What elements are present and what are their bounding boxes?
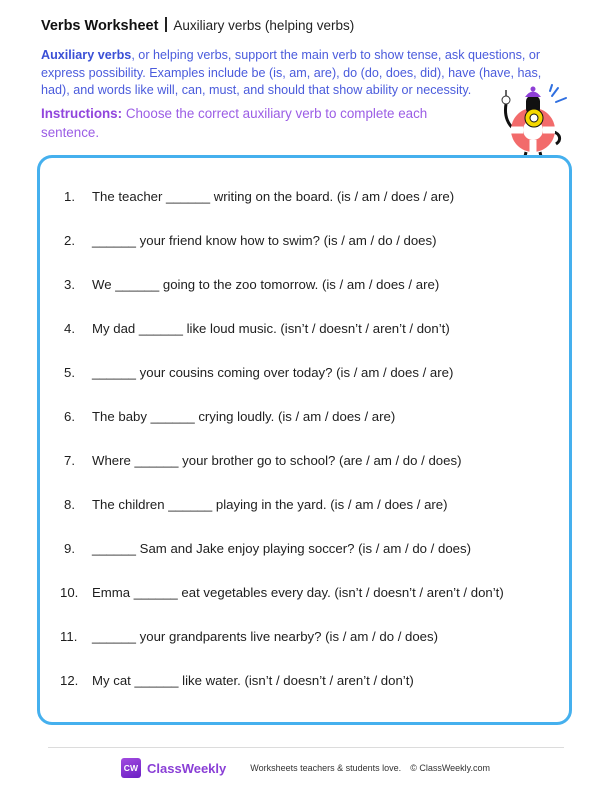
question-number: 7. xyxy=(64,453,75,468)
question-text: The children ______ playing in the yard. (is / am / does / are) xyxy=(92,497,448,512)
question-number: 9. xyxy=(64,541,75,556)
intro-paragraph xyxy=(41,47,561,100)
question-number: 5. xyxy=(64,365,75,380)
worksheet-title: Verbs Worksheet xyxy=(41,18,159,34)
question-number: 4. xyxy=(64,321,75,336)
footer-divider xyxy=(48,747,564,748)
instructions-paragraph xyxy=(41,105,461,142)
question-number: 8. xyxy=(64,497,75,512)
question-text: The baby ______ crying loudly. (is / am / does / are) xyxy=(92,409,396,424)
footer xyxy=(121,757,490,779)
question-number: 12. xyxy=(60,673,79,688)
question-text: My cat ______ like water. (isn’t / doesn’t / aren’t / don’t) xyxy=(92,673,414,688)
brand-name: ClassWeekly xyxy=(147,760,227,776)
question-text: We ______ going to the zoo tomorrow. (is / am / does / are) xyxy=(92,277,440,292)
intro-term: Auxiliary verbs xyxy=(41,48,132,62)
instructions-label: Instructions: xyxy=(41,106,123,121)
classweekly-logo-icon: CW xyxy=(121,758,141,778)
question-text: Emma ______ eat vegetables every day. (isn’t / doesn’t / aren’t / don’t) xyxy=(92,585,504,600)
question-text: ______ your cousins coming over today? (is / am / does / are) xyxy=(92,365,454,380)
question-text: The teacher ______ writing on the board. (is / am / does / are) xyxy=(92,189,455,204)
worksheet-header xyxy=(41,17,354,34)
question-text: ______ your grandparents live nearby? (is / am / do / does) xyxy=(92,629,439,644)
instructions-text: Choose the correct auxiliary verb to complete each sentence. xyxy=(41,106,428,140)
title-divider xyxy=(165,17,167,32)
question-number: 10. xyxy=(60,585,79,600)
lifebuoy-megaphone-mascot-icon xyxy=(494,82,574,162)
question-number: 3. xyxy=(64,277,75,292)
questions-box xyxy=(37,155,572,725)
question-number: 6. xyxy=(64,409,75,424)
intro-text: , or helping verbs, support the main verb to show tense, ask questions, or express possibility. Examples include be (is, am, are), do (do, does, did), have (have, has, had), and words like will, can, must, and should that show ability or necessity. xyxy=(41,48,542,97)
question-text: Where ______ your brother go to school? (are / am / do / does) xyxy=(92,453,462,468)
question-text: ______ Sam and Jake enjoy playing soccer? (is / am / do / does) xyxy=(92,541,471,556)
question-text: ______ your friend know how to swim? (is / am / do / does) xyxy=(92,233,437,248)
worksheet-subtitle: Auxiliary verbs (helping verbs) xyxy=(173,18,355,33)
question-number: 1. xyxy=(64,189,75,204)
question-number: 11. xyxy=(60,629,78,644)
footer-tagline: Worksheets teachers & students love. xyxy=(250,763,402,773)
question-text: My dad ______ like loud music. (isn’t / doesn’t / aren’t / don’t) xyxy=(92,321,450,336)
question-number: 2. xyxy=(64,233,75,248)
footer-copyright: © ClassWeekly.com xyxy=(410,763,491,773)
